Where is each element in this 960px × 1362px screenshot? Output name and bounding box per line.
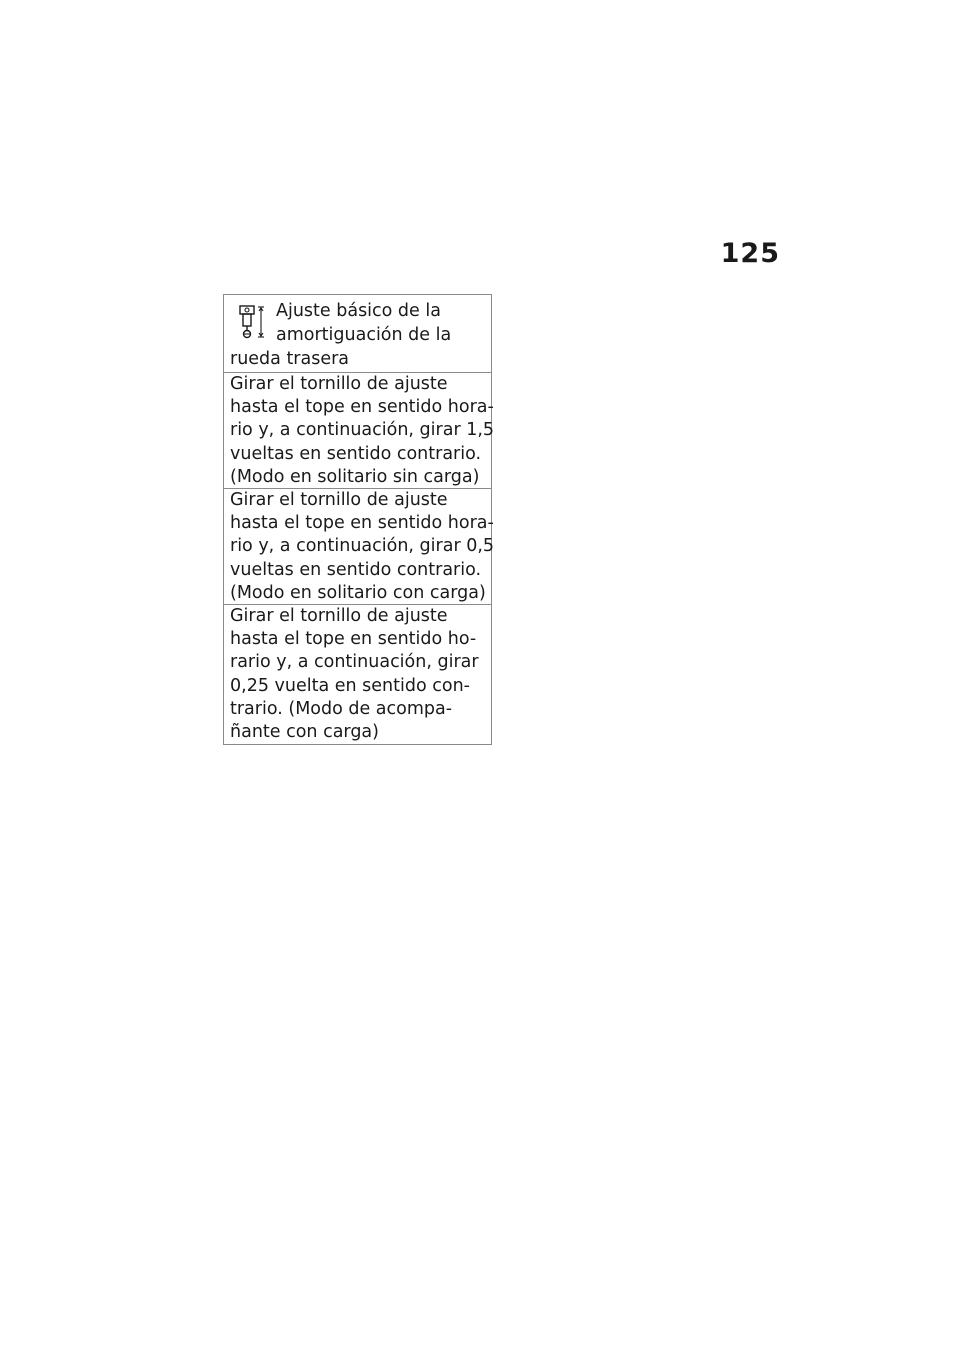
row-text-line: 0,25 vuelta en sentido con- — [230, 675, 470, 696]
spec-row-passenger-with-load — [224, 605, 491, 744]
suspension-adjust-icon — [237, 303, 267, 341]
header-line-2: amortiguación de la — [276, 325, 452, 345]
row-text-line: trario. (Modo de acompa- — [230, 698, 453, 719]
row-text-line: ñante con carga) — [230, 722, 379, 743]
page-number: 125 — [720, 238, 780, 269]
header-line-1: Ajuste básico de la — [276, 301, 441, 321]
row-text-line: vueltas en sentido contrario. — [230, 443, 482, 464]
row-text-line: Girar el tornillo de ajuste — [230, 374, 448, 394]
spec-row-solo-no-load — [224, 373, 495, 489]
row-text-line: rio y, a continuación, girar 0,5 — [230, 536, 495, 557]
row-text-line: hasta el tope en sentido hora- — [230, 513, 494, 534]
spec-table — [223, 294, 495, 745]
row-text-line: rio y, a continuación, girar 1,5 — [230, 420, 495, 441]
spec-row-solo-with-load — [224, 489, 495, 605]
row-text-line: vueltas en sentido contrario. — [230, 559, 482, 580]
row-text-line: rario y, a continuación, girar — [230, 652, 479, 673]
row-text-line: (Modo en solitario con carga) — [230, 582, 486, 603]
row-text-line: Girar el tornillo de ajuste — [230, 490, 448, 510]
spec-table-header — [224, 295, 491, 373]
row-text-line: hasta el tope en sentido hora- — [230, 397, 494, 418]
row-text-line: Girar el tornillo de ajuste — [230, 606, 448, 626]
row-text-line: (Modo en solitario sin carga) — [230, 466, 480, 487]
row-text-line: hasta el tope en sentido ho- — [230, 629, 477, 650]
header-line-3: rueda trasera — [230, 349, 350, 369]
